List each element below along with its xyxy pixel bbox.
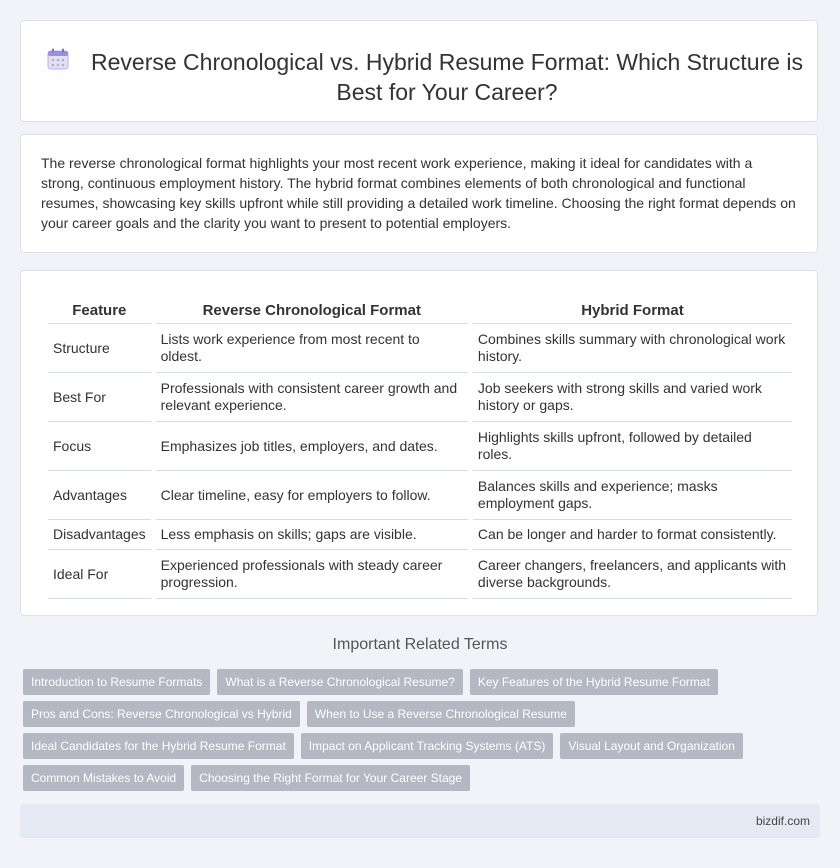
row-reverse-chronological-cell: Lists work experience from most recent to oldest. bbox=[156, 324, 468, 373]
title-card bbox=[20, 20, 818, 122]
row-feature-cell: Best For bbox=[48, 373, 151, 422]
row-hybrid-cell: Job seekers with strong skills and varied work history or gaps. bbox=[473, 373, 792, 422]
row-reverse-chronological-cell: Experienced professionals with steady career progression. bbox=[156, 550, 468, 599]
row-reverse-chronological-cell: Less emphasis on skills; gaps are visible. bbox=[156, 520, 468, 550]
table-row bbox=[48, 324, 792, 373]
footer-bar bbox=[20, 804, 820, 838]
row-reverse-chronological-cell: Emphasizes job titles, employers, and dates. bbox=[156, 422, 468, 471]
row-hybrid-cell: Combines skills summary with chronological work history. bbox=[473, 324, 792, 373]
row-hybrid-cell: Career changers, freelancers, and applicants with diverse backgrounds. bbox=[473, 550, 792, 599]
column-header-feature: Feature bbox=[48, 293, 151, 324]
table-header-row bbox=[48, 293, 792, 324]
column-header-hybrid: Hybrid Format bbox=[473, 293, 792, 324]
row-hybrid-cell: Can be longer and harder to format consistently. bbox=[473, 520, 792, 550]
row-reverse-chronological-cell: Professionals with consistent career growth and relevant experience. bbox=[156, 373, 468, 422]
row-feature-cell: Focus bbox=[48, 422, 151, 471]
intro-paragraph: The reverse chronological format highlights your most recent work experience, making it ideal for candidates with a strong, continuous employment history. The hybrid format combines elements of both chronological and functional resumes, showcasing key skills upfront while still providing a detailed work timeline. Choosing the right format depends on your career goals and the clarity you want to present to potential employers. bbox=[41, 155, 796, 231]
row-feature-cell: Disadvantages bbox=[48, 520, 151, 550]
related-terms-heading: Important Related Terms bbox=[332, 636, 508, 653]
row-hybrid-cell: Highlights skills upfront, followed by detailed roles. bbox=[473, 422, 792, 471]
calendar-icon bbox=[47, 48, 69, 70]
intro-card bbox=[20, 134, 818, 253]
related-term-tag[interactable]: When to Use a Reverse Chronological Resume bbox=[307, 701, 575, 727]
row-feature-cell: Ideal For bbox=[48, 550, 151, 599]
column-header-reverse-chronological: Reverse Chronological Format bbox=[156, 293, 468, 324]
related-term-tag[interactable]: Choosing the Right Format for Your Career Stage bbox=[191, 765, 470, 791]
table-row bbox=[48, 550, 792, 599]
table-row bbox=[48, 471, 792, 520]
row-hybrid-cell: Balances skills and experience; masks employment gaps. bbox=[473, 471, 792, 520]
row-feature-cell: Advantages bbox=[48, 471, 151, 520]
row-feature-cell: Structure bbox=[48, 324, 151, 373]
related-terms-list bbox=[23, 669, 793, 791]
related-term-tag[interactable]: Introduction to Resume Formats bbox=[23, 669, 210, 695]
comparison-table-card bbox=[20, 270, 818, 616]
related-term-tag[interactable]: Impact on Applicant Tracking Systems (ATS) bbox=[301, 733, 554, 759]
related-term-tag[interactable]: Visual Layout and Organization bbox=[560, 733, 743, 759]
related-term-tag[interactable]: Pros and Cons: Reverse Chronological vs Hybrid bbox=[23, 701, 300, 727]
related-term-tag[interactable]: Ideal Candidates for the Hybrid Resume Format bbox=[23, 733, 294, 759]
row-reverse-chronological-cell: Clear timeline, easy for employers to follow. bbox=[156, 471, 468, 520]
table-row bbox=[48, 520, 792, 550]
table-row bbox=[48, 422, 792, 471]
footer-brand-link[interactable]: bizdif.com bbox=[755, 814, 810, 828]
related-term-tag[interactable]: Common Mistakes to Avoid bbox=[23, 765, 184, 791]
table-row bbox=[48, 373, 792, 422]
page-title: Reverse Chronological vs. Hybrid Resume Format: Which Structure is Best for Your Career? bbox=[91, 49, 803, 105]
related-term-tag[interactable]: Key Features of the Hybrid Resume Format bbox=[470, 669, 718, 695]
related-term-tag[interactable]: What is a Reverse Chronological Resume? bbox=[217, 669, 462, 695]
comparison-table bbox=[43, 293, 797, 599]
